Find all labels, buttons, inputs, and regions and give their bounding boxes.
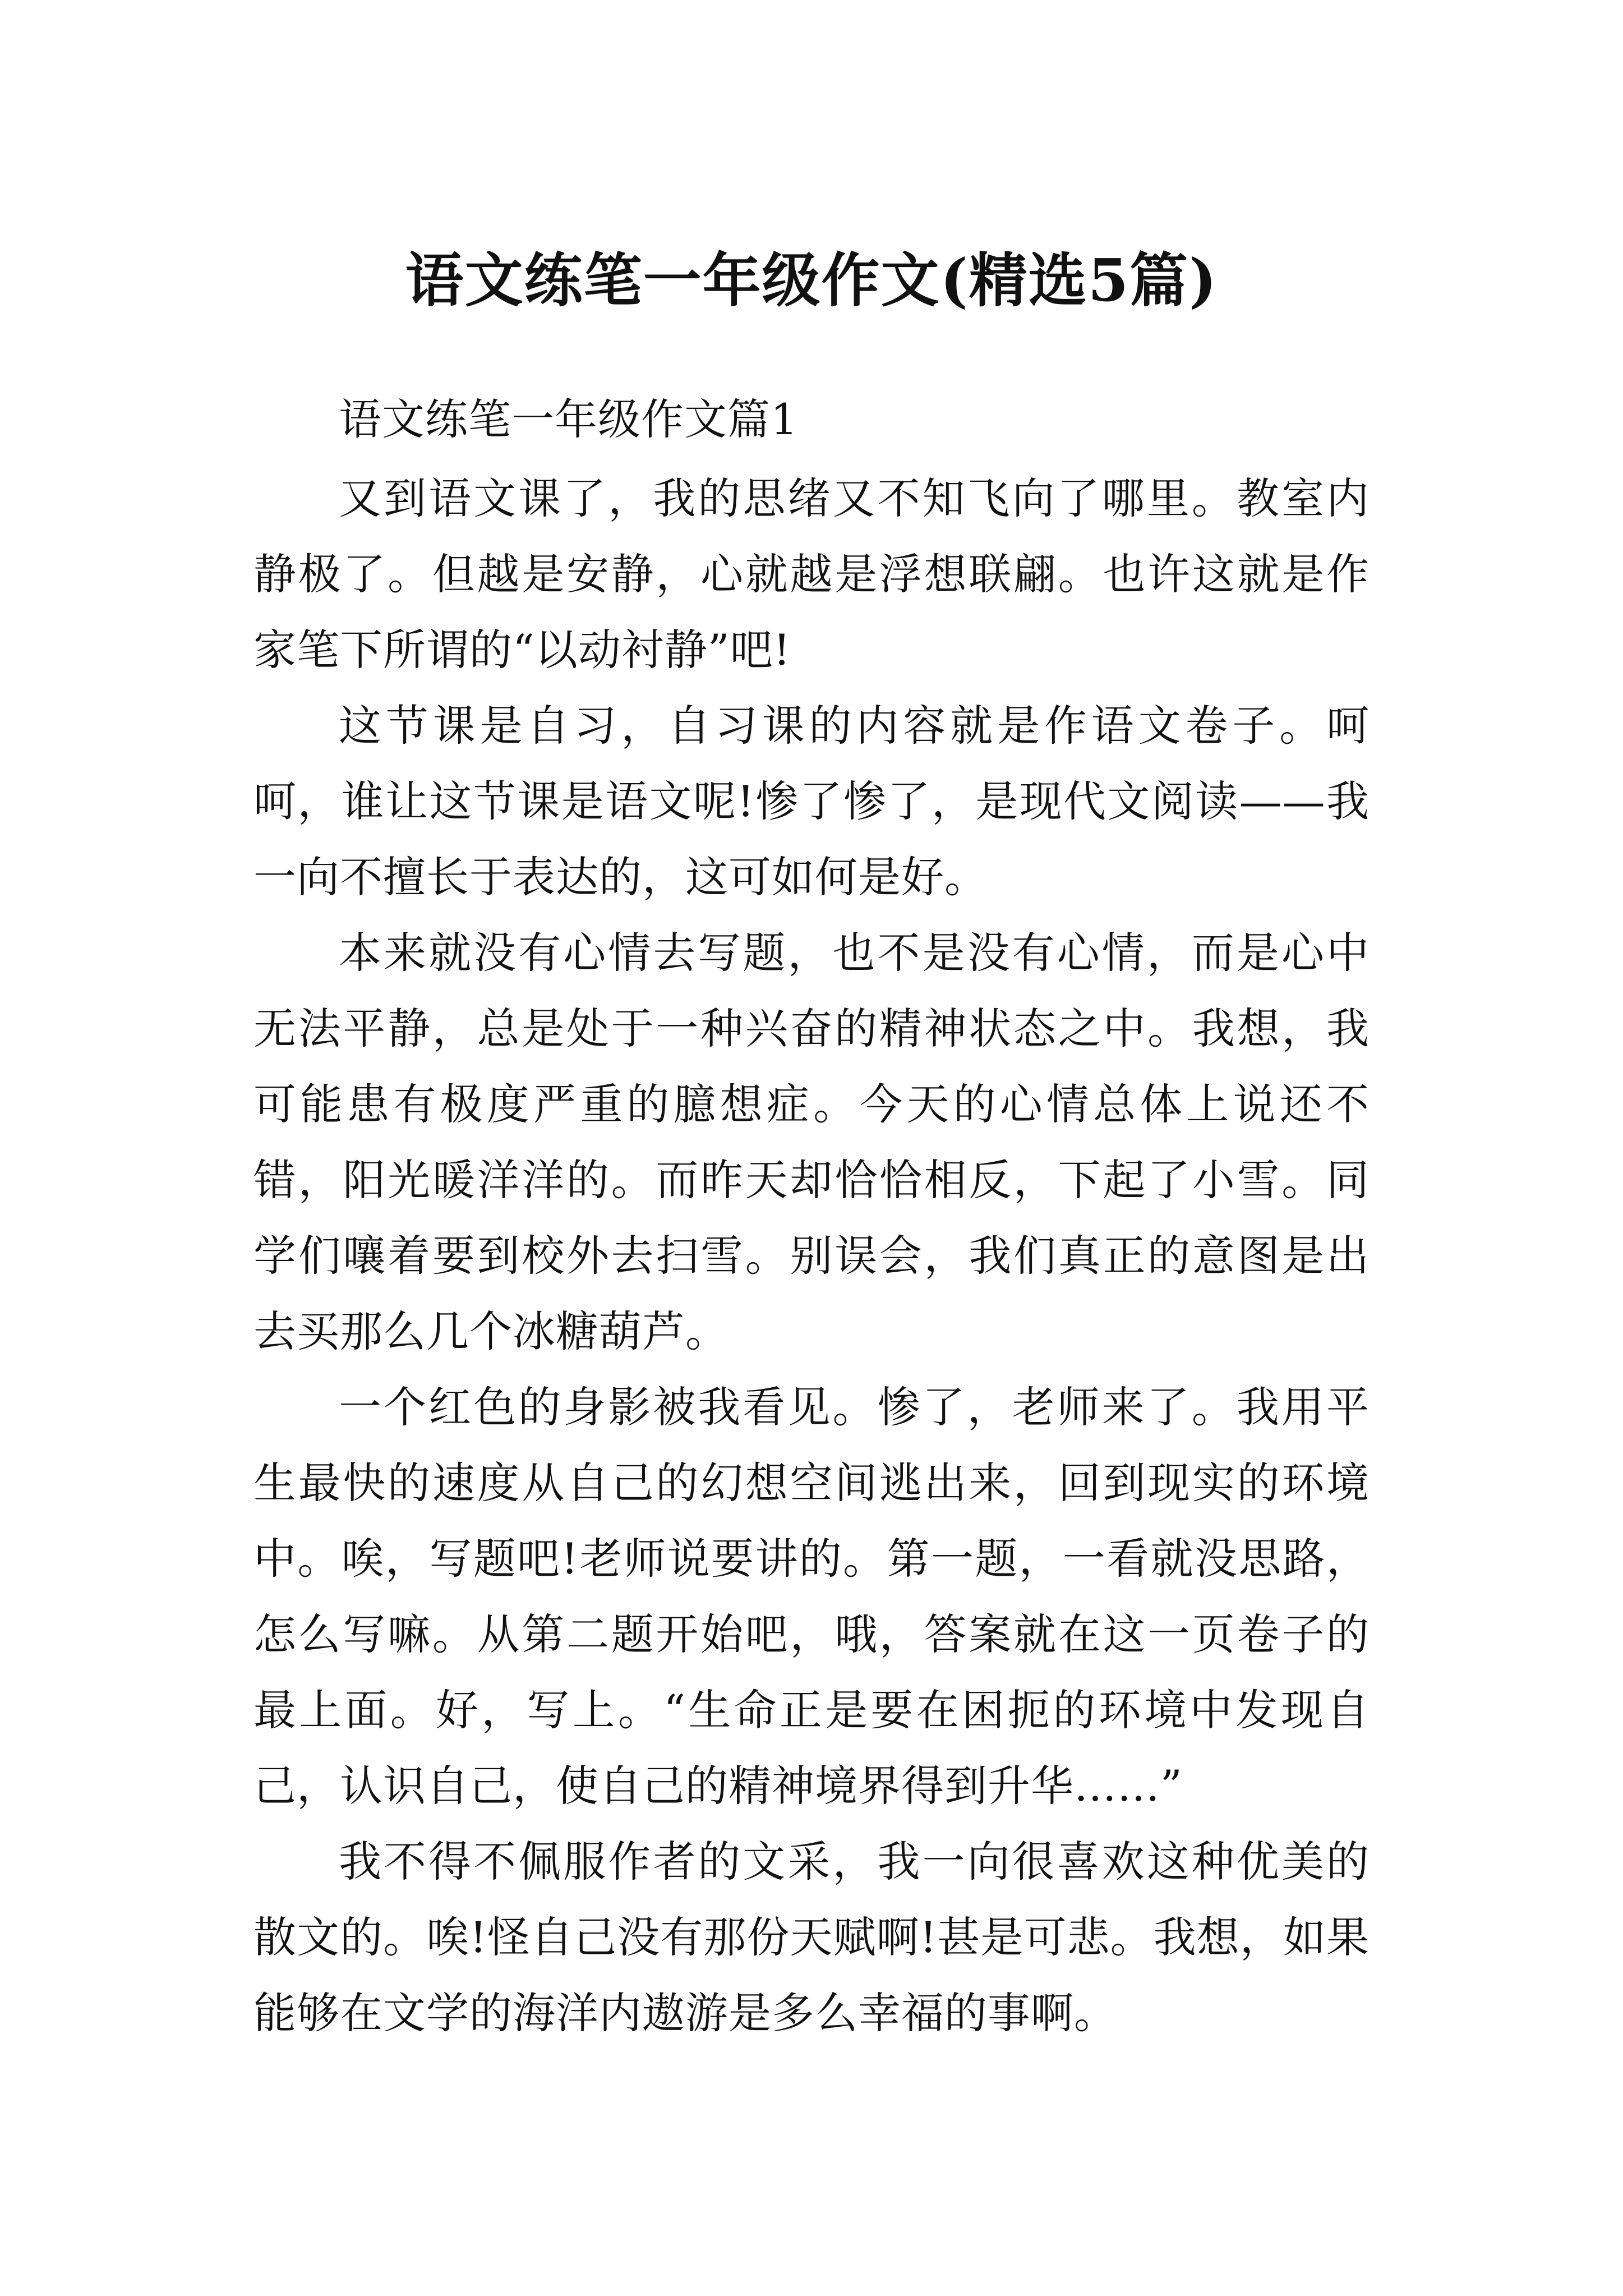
document-body <box>253 381 1370 2051</box>
paragraph: 我不得不佩服作者的文采，我一向很喜欢这种优美的散文的。唉!怪自己没有那份天赋啊!甚是可悲。我想，如果能够在文学的海洋内遨游是多么幸福的事啊。 <box>253 1837 1370 2038</box>
paragraph: 本来就没有心情去写题，也不是没有心情，而是心中无法平静，总是处于一种兴奋的精神状态之中。我想，我可能患有极度严重的臆想症。今天的心情总体上说还不错，阳光暖洋洋的。而昨天却恰恰相反，下起了小雪。同学们嚷着要到校外去扫雪。别误会，我们真正的意图是出去买那么几个冰糖葫芦。 <box>253 928 1370 1356</box>
section-heading: 语文练笔一年级作文篇1 <box>339 394 799 444</box>
paragraph: 一个红色的身影被我看见。惨了，老师来了。我用平生最快的速度从自己的幻想空间逃出来，回到现实的环境中。唉，写题吧!老师说要讲的。第一题，一看就没思路，怎么写嘛。从第二题开始吧，哦，答案就在这一页卷子的最上面。好，写上。“生命正是要在困扼的环境中发现自己，认识自己，使自己的精神境界得到升华……” <box>253 1382 1370 1811</box>
paragraph: 这节课是自习，自习课的内容就是作语文卷子。呵呵，谁让这节课是语文呢!惨了惨了，是现代文阅读——我一向不擅长于表达的，这可如何是好。 <box>253 701 1370 902</box>
document-title: 语文练笔一年级作文(精选5篇) <box>405 245 1218 315</box>
paragraph: 又到语文课了，我的思绪又不知飞向了哪里。教室内静极了。但越是安静，心就越是浮想联翩。也许这就是作家笔下所谓的“以动衬静”吧! <box>253 473 1370 675</box>
